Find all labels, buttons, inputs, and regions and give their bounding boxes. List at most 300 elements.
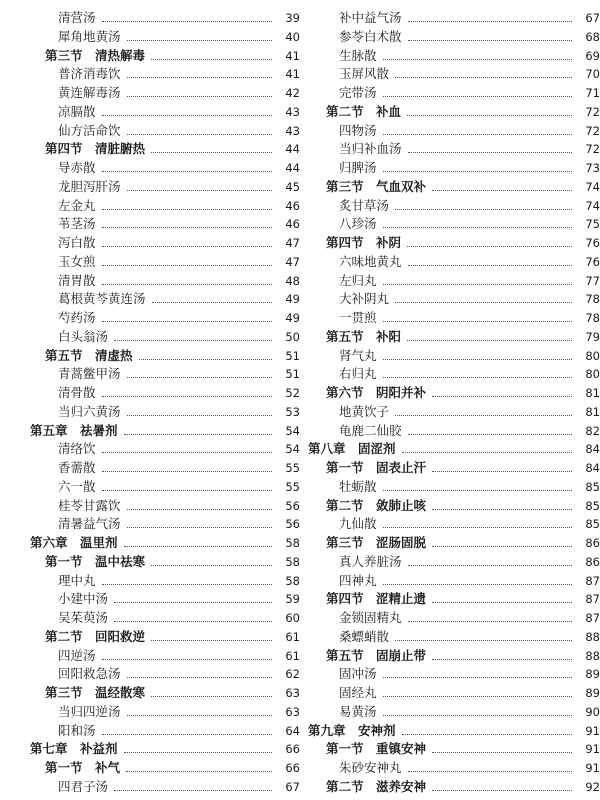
toc-dot-leader <box>102 733 272 735</box>
toc-entry-page-number: 80 <box>585 367 600 382</box>
toc-entry-page-number: 47 <box>285 254 300 269</box>
toc-dot-leader <box>383 489 572 491</box>
toc-item-entry <box>306 702 600 722</box>
toc-entry-page-number: 51 <box>285 348 300 363</box>
toc-item-entry <box>306 683 600 703</box>
toc-item-entry <box>306 552 600 572</box>
toc-entry-title: 普济消毒饮 <box>58 66 121 82</box>
toc-dot-leader <box>114 601 272 603</box>
toc-dot-leader <box>151 639 272 641</box>
toc-entry-page-number: 67 <box>285 779 300 794</box>
toc-entry-title: 易黄汤 <box>339 703 377 719</box>
toc-item-entry <box>0 646 300 666</box>
toc-dot-leader <box>102 658 272 660</box>
toc-dot-leader <box>127 76 272 78</box>
toc-entry-title: 牡蛎散 <box>339 478 377 494</box>
toc-entry-page-number: 48 <box>285 273 300 288</box>
toc-dot-leader <box>102 245 272 247</box>
toc-entry-page-number: 76 <box>585 236 600 250</box>
toc-entry-title: 桑螵蛸散 <box>339 628 390 644</box>
toc-entry-page-number: 41 <box>285 48 300 63</box>
toc-dot-leader <box>408 564 572 566</box>
toc-entry-page-number: 68 <box>585 29 600 44</box>
toc-entry-title: 回阳救急汤 <box>58 666 121 682</box>
toc-entry-page-number: 61 <box>285 629 300 644</box>
toc-item-entry <box>306 139 600 159</box>
toc-entry-title: 完带汤 <box>339 85 377 100</box>
toc-dot-leader <box>408 264 572 266</box>
toc-item-entry <box>0 439 300 459</box>
toc-item-entry <box>306 46 600 66</box>
toc-entry-title: 第二节 回阳救逆 <box>45 628 146 644</box>
toc-dot-leader <box>102 395 272 397</box>
toc-item-entry <box>0 383 300 403</box>
toc-entry-page-number: 63 <box>285 686 300 700</box>
toc-entry-title: 理中丸 <box>58 572 96 588</box>
toc-dot-leader <box>102 20 272 22</box>
toc-entry-page-number: 91 <box>585 723 600 738</box>
toc-entry-title: 第五章 祛暑剂 <box>30 422 118 438</box>
toc-item-entry <box>306 627 600 647</box>
toc-entry-title: 第六节 阴阳并补 <box>326 385 427 400</box>
toc-entry-title: 四逆汤 <box>58 647 96 663</box>
toc-dot-leader <box>383 526 572 528</box>
toc-entry-page-number: 44 <box>285 142 300 157</box>
toc-entry-title: 仙方活命饮 <box>58 122 121 138</box>
toc-dot-leader <box>432 395 572 397</box>
toc-dot-leader <box>126 770 272 772</box>
toc-item-entry <box>0 121 300 141</box>
toc-entry-page-number: 46 <box>285 217 300 232</box>
toc-entry-title: 第九章 安神剂 <box>308 722 396 738</box>
toc-section-entry <box>306 589 600 609</box>
toc-dot-leader <box>114 339 272 341</box>
toc-entry-title: 右归丸 <box>339 366 377 382</box>
toc-item-entry <box>306 758 600 778</box>
toc-entry-page-number: 91 <box>585 742 600 757</box>
toc-entry-title: 香薷散 <box>58 460 96 475</box>
toc-entry-page-number: 69 <box>585 48 600 63</box>
toc-entry-page-number: 85 <box>585 479 600 494</box>
toc-entry-title: 桂苓甘露饮 <box>58 497 121 513</box>
toc-dot-leader <box>383 676 572 678</box>
toc-entry-page-number: 81 <box>585 386 600 400</box>
toc-entry-title: 黄连解毒汤 <box>58 85 121 100</box>
toc-entry-title: 八珍汤 <box>339 216 377 232</box>
toc-dot-leader <box>408 770 572 772</box>
toc-dot-leader <box>102 264 272 266</box>
toc-entry-page-number: 49 <box>285 311 300 325</box>
toc-entry-title: 犀角地黄汤 <box>58 28 121 44</box>
toc-entry-page-number: 43 <box>285 123 300 138</box>
toc-entry-title: 第三节 清热解毒 <box>45 47 146 63</box>
toc-dot-leader <box>432 508 572 510</box>
toc-entry-title: 肾气丸 <box>339 347 377 363</box>
toc-section-entry <box>306 496 600 516</box>
toc-section-entry <box>306 102 600 122</box>
toc-entry-page-number: 74 <box>585 179 600 194</box>
toc-entry-page-number: 56 <box>285 498 300 513</box>
toc-entry-title: 第一节 重镇安神 <box>326 741 427 757</box>
toc-item-entry <box>306 158 600 178</box>
toc-entry-title: 小建中汤 <box>58 591 109 607</box>
toc-dot-leader <box>408 20 572 22</box>
toc-entry-title: 生脉散 <box>339 47 377 63</box>
toc-dot-leader <box>383 58 572 60</box>
toc-entry-title: 玉屏风散 <box>339 66 390 82</box>
toc-entry-title: 白头翁汤 <box>58 328 109 344</box>
toc-entry-title: 芍药汤 <box>58 310 96 325</box>
toc-entry-page-number: 54 <box>285 423 300 438</box>
toc-entry-title: 第三节 涩肠固脱 <box>326 535 427 550</box>
toc-dot-leader <box>151 151 272 153</box>
toc-entry-page-number: 72 <box>585 123 600 138</box>
toc-section-entry <box>306 327 600 347</box>
toc-section-entry <box>306 777 600 797</box>
toc-entry-title: 第一节 固表止汗 <box>326 460 427 475</box>
toc-entry-title: 第八章 固涩剂 <box>308 441 396 457</box>
toc-entry-title: 朱砂安神丸 <box>339 760 402 775</box>
toc-dot-leader <box>127 189 272 191</box>
toc-entry-page-number: 66 <box>285 742 300 757</box>
toc-section-entry <box>306 739 600 759</box>
toc-item-entry <box>306 402 600 422</box>
toc-dot-leader <box>432 470 572 472</box>
toc-item-entry <box>306 121 600 141</box>
toc-item-entry <box>0 252 300 272</box>
toc-entry-page-number: 49 <box>285 292 300 307</box>
toc-entry-page-number: 46 <box>285 198 300 213</box>
toc-dot-leader <box>383 170 572 172</box>
toc-dot-leader <box>383 133 572 135</box>
toc-dot-leader <box>432 751 572 753</box>
toc-entry-page-number: 54 <box>285 442 300 457</box>
toc-entry-page-number: 87 <box>585 592 600 607</box>
toc-entry-page-number: 56 <box>285 517 300 532</box>
toc-dot-leader <box>383 320 572 322</box>
toc-entry-page-number: 50 <box>285 329 300 344</box>
toc-item-entry <box>0 608 300 628</box>
toc-entry-page-number: 66 <box>285 761 300 775</box>
toc-item-entry <box>0 589 300 609</box>
toc-dot-leader <box>114 620 272 622</box>
toc-entry-page-number: 58 <box>285 554 300 569</box>
toc-entry-title: 葛根黄芩黄连汤 <box>58 291 146 307</box>
toc-entry-page-number: 64 <box>285 723 300 738</box>
toc-dot-leader <box>383 583 572 585</box>
toc-section-entry <box>306 177 600 197</box>
toc-item-entry <box>0 327 300 347</box>
toc-entry-title: 第五节 清虚热 <box>45 347 133 363</box>
toc-entry-title: 苇茎汤 <box>58 216 96 232</box>
toc-entry-page-number: 55 <box>285 461 300 475</box>
toc-entry-page-number: 61 <box>285 648 300 663</box>
toc-entry-title: 第二节 滋养安神 <box>326 778 427 794</box>
toc-entry-page-number: 85 <box>585 517 600 532</box>
toc-entry-title: 泻白散 <box>58 235 96 250</box>
toc-dot-leader <box>407 114 572 116</box>
toc-dot-leader <box>402 451 572 453</box>
toc-entry-page-number: 79 <box>585 329 600 344</box>
toc-dot-leader <box>124 545 272 547</box>
toc-entry-title: 九仙散 <box>339 516 377 532</box>
toc-entry-title: 补中益气汤 <box>339 10 402 25</box>
toc-item-entry <box>306 477 600 497</box>
toc-section-entry <box>0 46 300 66</box>
toc-item-entry <box>0 158 300 178</box>
toc-entry-title: 玉女煎 <box>58 253 96 269</box>
toc-entry-page-number: 72 <box>585 104 600 119</box>
toc-entry-page-number: 41 <box>285 67 300 82</box>
toc-chapter-entry <box>306 721 600 741</box>
toc-entry-title: 炙甘草汤 <box>339 197 390 213</box>
toc-dot-leader <box>383 95 572 97</box>
toc-dot-leader <box>407 339 572 341</box>
toc-item-entry <box>0 102 300 122</box>
toc-entry-title: 固经丸 <box>339 685 377 700</box>
toc-entry-title: 第四节 补阴 <box>326 235 402 250</box>
toc-dot-leader <box>432 601 572 603</box>
toc-dot-leader <box>395 639 572 641</box>
toc-dot-leader <box>402 733 572 735</box>
toc-section-entry <box>306 458 600 478</box>
toc-item-entry <box>306 571 600 591</box>
toc-entry-page-number: 88 <box>585 629 600 644</box>
toc-dot-leader <box>102 170 272 172</box>
toc-item-entry <box>0 8 300 28</box>
toc-entry-title: 清络饮 <box>58 441 96 457</box>
toc-entry-title: 当归六黄汤 <box>58 403 121 419</box>
toc-entry-title: 参苓白术散 <box>339 28 402 44</box>
toc-section-entry <box>306 383 600 403</box>
toc-item-entry <box>306 289 600 309</box>
toc-entry-page-number: 77 <box>585 273 600 288</box>
toc-item-entry <box>306 346 600 366</box>
toc-dot-leader <box>432 658 572 660</box>
toc-dot-leader <box>432 545 572 547</box>
toc-entry-page-number: 76 <box>585 254 600 269</box>
toc-item-entry <box>306 8 600 28</box>
toc-item-entry <box>306 64 600 84</box>
toc-entry-page-number: 72 <box>585 142 600 157</box>
toc-dot-leader <box>127 508 272 510</box>
toc-entry-page-number: 58 <box>285 536 300 550</box>
toc-dot-leader <box>127 714 272 716</box>
toc-entry-page-number: 52 <box>285 386 300 400</box>
toc-entry-title: 清胃散 <box>58 272 96 288</box>
toc-item-entry <box>306 514 600 534</box>
toc-entry-title: 固冲汤 <box>339 666 377 682</box>
toc-entry-page-number: 74 <box>585 198 600 213</box>
toc-dot-leader <box>127 376 272 378</box>
toc-entry-title: 四物汤 <box>339 122 377 138</box>
toc-entry-page-number: 87 <box>585 573 600 588</box>
toc-entry-title: 第一节 温中祛寒 <box>45 553 146 569</box>
toc-entry-page-number: 43 <box>285 104 300 119</box>
toc-entry-title: 当归四逆汤 <box>58 703 121 719</box>
toc-item-entry <box>0 571 300 591</box>
toc-dot-leader <box>127 39 272 41</box>
toc-item-entry <box>306 308 600 328</box>
toc-item-entry <box>306 252 600 272</box>
toc-item-entry <box>0 271 300 291</box>
toc-entry-page-number: 80 <box>585 348 600 363</box>
toc-dot-leader <box>102 451 272 453</box>
toc-entry-page-number: 67 <box>585 11 600 25</box>
toc-dot-leader <box>383 376 572 378</box>
toc-entry-page-number: 45 <box>285 179 300 194</box>
toc-item-entry <box>306 196 600 216</box>
toc-entry-title: 青蒿鳖甲汤 <box>58 366 121 382</box>
toc-dot-leader <box>383 226 572 228</box>
toc-item-entry <box>0 721 300 741</box>
toc-entry-page-number: 86 <box>585 536 600 550</box>
toc-entry-page-number: 59 <box>285 592 300 607</box>
toc-item-entry <box>0 458 300 478</box>
toc-entry-title: 左金丸 <box>58 197 96 213</box>
toc-dot-leader <box>102 208 272 210</box>
toc-item-entry <box>306 421 600 441</box>
toc-dot-leader <box>102 583 272 585</box>
toc-entry-title: 真人养脏汤 <box>339 553 402 569</box>
toc-entry-page-number: 89 <box>585 667 600 682</box>
toc-dot-leader <box>124 433 272 435</box>
toc-item-entry <box>0 233 300 253</box>
toc-section-entry <box>0 346 300 366</box>
toc-entry-page-number: 87 <box>585 611 600 625</box>
toc-section-entry <box>0 627 300 647</box>
toc-entry-title: 四神丸 <box>339 572 377 588</box>
toc-entry-title: 清暑益气汤 <box>58 516 121 532</box>
toc-entry-title: 左归丸 <box>339 272 377 288</box>
toc-entry-page-number: 42 <box>285 86 300 100</box>
toc-entry-title: 六一散 <box>58 478 96 494</box>
toc-entry-title: 六味地黄丸 <box>339 253 402 269</box>
toc-chapter-entry <box>306 439 600 459</box>
toc-entry-page-number: 63 <box>285 704 300 719</box>
toc-dot-leader <box>151 564 272 566</box>
toc-entry-page-number: 60 <box>285 611 300 625</box>
toc-entry-page-number: 47 <box>285 236 300 250</box>
toc-entry-title: 凉膈散 <box>58 103 96 119</box>
toc-dot-leader <box>395 301 572 303</box>
toc-dot-leader <box>151 695 272 697</box>
toc-dot-leader <box>383 714 572 716</box>
toc-entry-page-number: 78 <box>585 292 600 307</box>
toc-item-entry <box>0 514 300 534</box>
toc-entry-title: 第二节 补血 <box>326 103 402 119</box>
toc-entry-title: 金锁固精丸 <box>339 610 402 625</box>
toc-dot-leader <box>102 226 272 228</box>
toc-entry-page-number: 58 <box>285 573 300 588</box>
toc-dot-leader <box>383 695 572 697</box>
toc-entry-title: 地黄饮子 <box>339 403 390 419</box>
toc-chapter-entry <box>0 533 300 553</box>
toc-entry-title: 龙胆泻肝汤 <box>58 178 121 194</box>
toc-entry-title: 大补阴丸 <box>339 291 390 307</box>
toc-dot-leader <box>408 620 572 622</box>
toc-chapter-entry <box>0 421 300 441</box>
toc-dot-leader <box>127 95 272 97</box>
toc-entry-page-number: 71 <box>585 86 600 100</box>
toc-entry-page-number: 44 <box>285 161 300 175</box>
toc-entry-page-number: 85 <box>585 498 600 513</box>
toc-entry-page-number: 91 <box>585 761 600 775</box>
toc-item-entry <box>0 664 300 684</box>
toc-entry-title: 第七章 补益剂 <box>30 741 118 757</box>
toc-section-entry <box>0 683 300 703</box>
toc-entry-title: 第四节 清脏腑热 <box>45 141 146 157</box>
toc-item-entry <box>0 308 300 328</box>
toc-entry-title: 第一节 补气 <box>45 760 121 775</box>
toc-entry-title: 第四节 涩精止遗 <box>326 591 427 607</box>
toc-entry-page-number: 92 <box>585 779 600 794</box>
toc-dot-leader <box>127 133 272 135</box>
toc-dot-leader <box>102 114 272 116</box>
toc-entry-page-number: 84 <box>585 461 600 475</box>
toc-dot-leader <box>395 76 572 78</box>
toc-entry-page-number: 39 <box>285 11 300 25</box>
toc-item-entry <box>306 364 600 384</box>
toc-item-entry <box>0 177 300 197</box>
toc-entry-page-number: 40 <box>285 29 300 44</box>
toc-entry-title: 阳和汤 <box>58 722 96 738</box>
toc-section-entry <box>0 758 300 778</box>
toc-entry-page-number: 78 <box>585 311 600 325</box>
toc-entry-title: 一贯煎 <box>339 310 377 325</box>
toc-item-entry <box>0 196 300 216</box>
toc-entry-title: 清营汤 <box>58 10 96 25</box>
toc-dot-leader <box>408 151 572 153</box>
toc-entry-page-number: 62 <box>285 667 300 682</box>
toc-entry-title: 归脾汤 <box>339 160 377 175</box>
toc-entry-page-number: 82 <box>585 423 600 438</box>
toc-entry-page-number: 75 <box>585 217 600 232</box>
toc-dot-leader <box>124 751 272 753</box>
toc-entry-title: 龟鹿二仙胶 <box>339 422 402 438</box>
toc-dot-leader <box>102 470 272 472</box>
toc-dot-leader <box>383 283 572 285</box>
toc-entry-title: 第六章 温里剂 <box>30 535 118 550</box>
toc-entry-page-number: 53 <box>285 404 300 419</box>
toc-dot-leader <box>102 489 272 491</box>
toc-entry-page-number: 51 <box>285 367 300 382</box>
toc-entry-title: 第三节 温经散寒 <box>45 685 146 700</box>
toc-dot-leader <box>408 433 572 435</box>
toc-dot-leader <box>395 414 572 416</box>
toc-item-entry <box>0 289 300 309</box>
toc-section-entry <box>306 533 600 553</box>
toc-item-entry <box>0 402 300 422</box>
toc-item-entry <box>0 364 300 384</box>
toc-item-entry <box>306 214 600 234</box>
toc-entry-page-number: 89 <box>585 686 600 700</box>
toc-item-entry <box>0 214 300 234</box>
toc-dot-leader <box>127 676 272 678</box>
toc-entry-page-number: 88 <box>585 648 600 663</box>
toc-entry-title: 导赤散 <box>58 160 96 175</box>
toc-entry-title: 当归补血汤 <box>339 141 402 157</box>
toc-item-entry <box>0 777 300 797</box>
toc-item-entry <box>306 27 600 47</box>
toc-dot-leader <box>151 58 272 60</box>
toc-entry-title: 第二节 敛肺止咳 <box>326 497 427 513</box>
toc-entry-page-number: 90 <box>585 704 600 719</box>
toc-entry-page-number: 73 <box>585 161 600 175</box>
toc-entry-title: 四君子汤 <box>58 778 109 794</box>
toc-item-entry <box>306 271 600 291</box>
toc-item-entry <box>0 702 300 722</box>
